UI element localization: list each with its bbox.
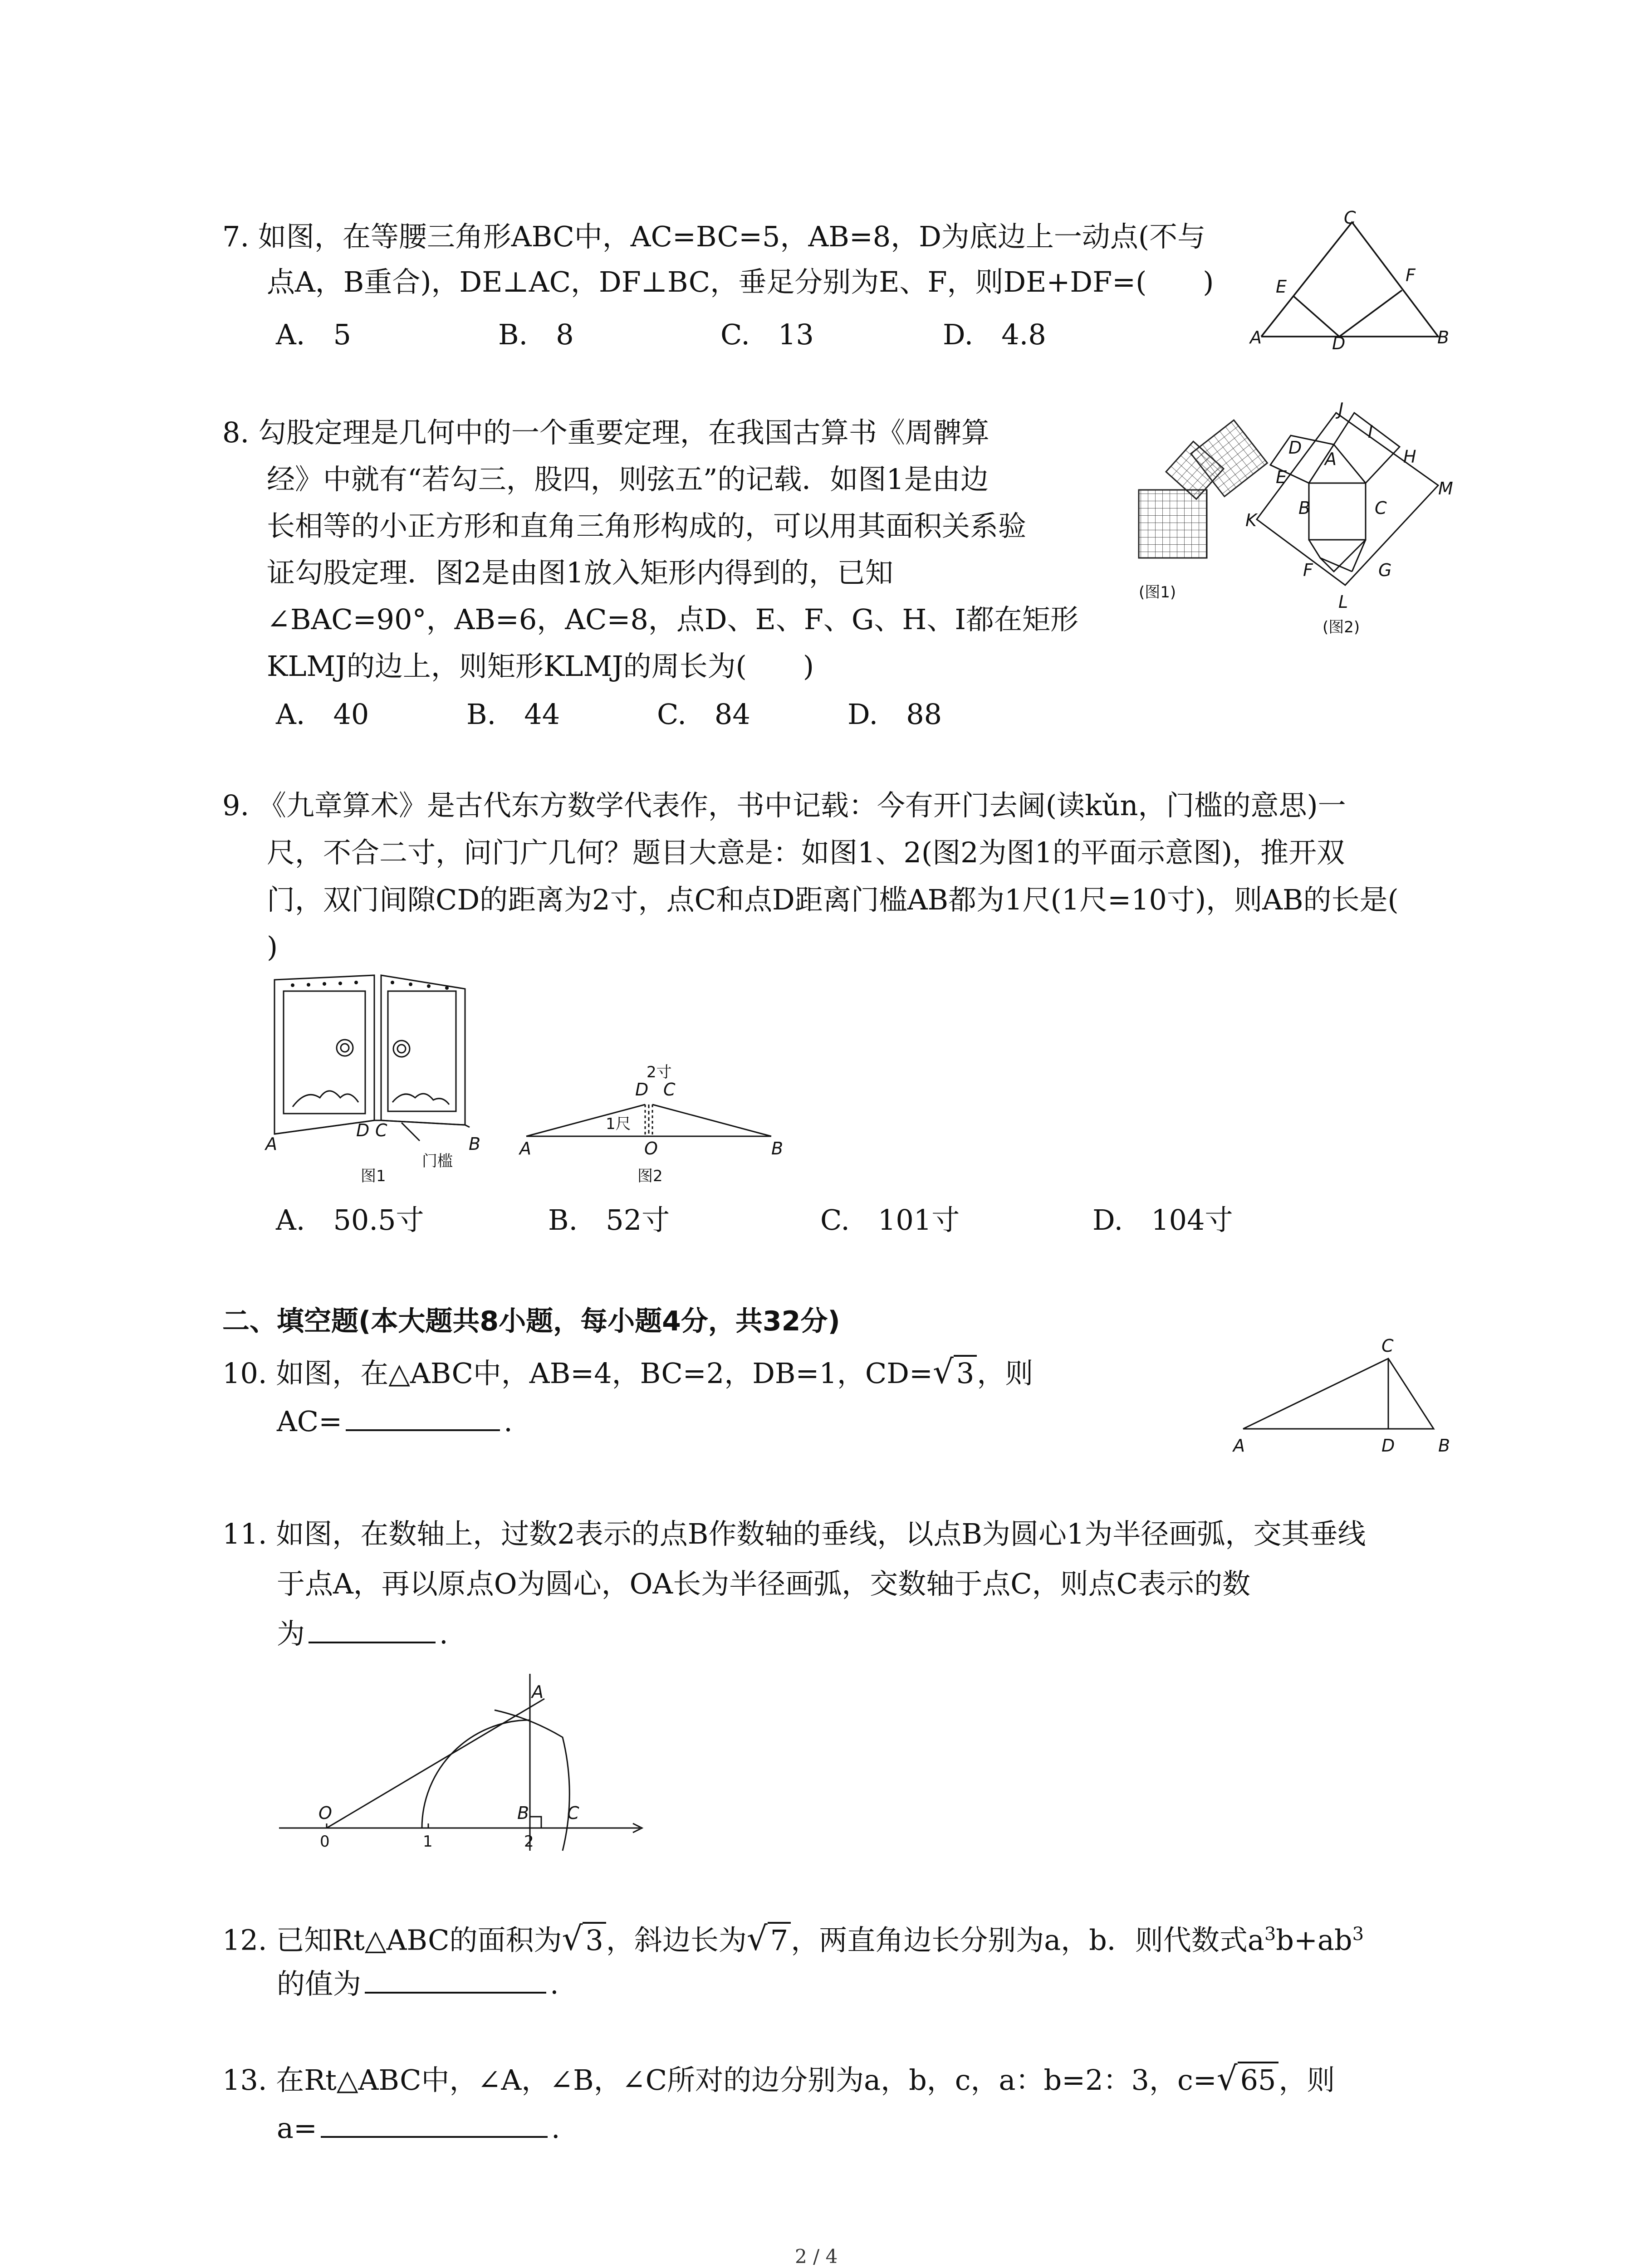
q10-line1-post: ，则: [977, 1357, 1034, 1390]
q8-line3: 长相等的小正方形和直角三角形构成的，可以用其面积关系验: [267, 509, 1027, 543]
q8-line4: 证勾股定理．图2是由图1放入矩形内得到的，已知: [267, 556, 893, 589]
q9-fig1-label-c: C: [375, 1120, 387, 1140]
q9-fig2-label-d: D: [635, 1080, 649, 1100]
q12-line2-post: .: [550, 1967, 559, 2000]
q8-line5: ∠BAC=90°，AB=6，AC=8，点D、E、F、G、H、I都在矩形: [267, 603, 1078, 636]
q8-label-b: B: [1298, 498, 1311, 518]
q12-sqrt-sign-1: √: [562, 1919, 583, 1958]
q12-line2: [277, 1960, 559, 2009]
q9-fig2-label-o: O: [644, 1139, 658, 1158]
q13-line2-post: .: [551, 2112, 560, 2145]
q8-figure2: [1243, 399, 1452, 612]
q7-label-d: D: [1332, 333, 1346, 353]
q12-radicand-1: 3: [583, 1922, 606, 1957]
q9-figure1-doors: [265, 971, 483, 1152]
q13-sqrt-sign: √: [1216, 2059, 1238, 2097]
q10-label-d: D: [1381, 1436, 1395, 1456]
q12-post: ，两直角边长分别为a，b．则代数式a: [791, 1923, 1264, 1957]
q7-option-d: D. 4.8: [943, 318, 1046, 351]
q10-radicand: 3: [954, 1355, 977, 1390]
q8-label-k: K: [1245, 510, 1257, 530]
q10-line1: [222, 1347, 1033, 1398]
q8-label-c: C: [1375, 498, 1387, 518]
q7-line1: 7. 如图，在等腰三角形ABC中，AC=BC=5，AB=8，D为底边上一动点(不与: [222, 220, 1206, 253]
q12-post2: b+ab: [1276, 1923, 1352, 1957]
q10-line2: [277, 1397, 513, 1446]
q8-label-a: A: [1325, 449, 1337, 469]
q8-line2: 经》中就有“若勾三，股四，则弦五”的记载．如图1是由边: [267, 463, 989, 496]
q9-threshold-label: 门槛: [422, 1152, 453, 1170]
q9-option-c: C. 101寸: [820, 1203, 960, 1237]
q11-line3-post: .: [439, 1617, 448, 1650]
q11-label-a: A: [532, 1682, 544, 1702]
q8-option-d: D. 88: [847, 698, 942, 731]
q8-label-m: M: [1438, 479, 1453, 499]
q11-tick-2: 2: [524, 1833, 534, 1851]
q9-fig2-caption: 图2: [637, 1167, 663, 1185]
q10-line2-pre: AC=: [277, 1405, 343, 1438]
q8-option-c: C. 84: [657, 698, 750, 731]
q11-line3: [277, 1609, 448, 1658]
q8-label-f: F: [1303, 560, 1313, 580]
q11-tick-1: 1: [423, 1833, 433, 1851]
q7-label-c: C: [1344, 208, 1356, 228]
q12-radicand-2: 7: [768, 1922, 791, 1957]
q8-label-g: G: [1378, 560, 1392, 580]
q10-line1-pre: 10. 如图，在△ABC中，AB=4，BC=2，DB=1，CD=: [222, 1357, 933, 1390]
q9-fig1-caption: 图1: [361, 1167, 386, 1185]
q11-figure: [272, 1656, 653, 1855]
q13-radicand: 65: [1238, 2062, 1279, 2097]
q9-fig1-label-d: D: [356, 1120, 370, 1140]
q11-tick-0: 0: [320, 1833, 330, 1851]
page-number: 2 / 4: [795, 2245, 838, 2268]
q11-label-o: O: [318, 1803, 332, 1823]
q10-sqrt-sign: √: [932, 1353, 954, 1391]
q9-label-2cun: 2寸: [647, 1063, 672, 1081]
q8-label-i: I: [1368, 422, 1373, 442]
q9-fig1-label-a: A: [265, 1134, 277, 1154]
q11-label-c: C: [567, 1803, 579, 1823]
q8-figure1: [1112, 435, 1252, 585]
q8-line1: 8. 勾股定理是几何中的一个重要定理，在我国古算书《周髀算: [222, 416, 989, 449]
q9-line1: 9. 《九章算术》是古代东方数学代表作，书中记载：今有开门去阃(读kǔn，门槛的意思)一: [222, 789, 1346, 822]
q8-label-l: L: [1338, 592, 1348, 612]
q9-fig2-label-b: B: [771, 1139, 784, 1158]
q8-line6: KLMJ的边上，则矩形KLMJ的周长为( ): [267, 650, 814, 683]
q12-line2-pre: 的值为: [277, 1967, 362, 2000]
q8-fig1-caption: (图1): [1139, 583, 1176, 601]
q7-option-b: B. 8: [498, 318, 574, 351]
q13-line2-pre: a=: [277, 2112, 317, 2145]
q10-label-c: C: [1381, 1336, 1394, 1356]
q10-label-a: A: [1233, 1436, 1245, 1456]
q7-label-a: A: [1250, 327, 1262, 347]
q11-line1: 11. 如图，在数轴上，过数2表示的点B作数轴的垂线，以点B为圆心1为半径画弧，交其垂线: [222, 1517, 1366, 1550]
q8-option-a: A. 40: [276, 698, 369, 731]
q9-line3: 门，双门间隙CD的距离为2寸，点C和点D距离门槛AB都为1尺(1尺=10寸)，则AB的长是(: [267, 883, 1399, 916]
q9-option-d: D. 104寸: [1092, 1203, 1233, 1237]
q9-fig2-label-a: A: [519, 1139, 531, 1158]
q13-pre: 13. 在Rt△ABC中，∠A，∠B，∠C所对的边分别为a，b，c，a：b=2：3，c=: [222, 2063, 1217, 2097]
q8-label-e: E: [1276, 467, 1287, 487]
q8-label-d: D: [1288, 438, 1302, 458]
q9-option-b: B. 52寸: [548, 1203, 670, 1237]
q9-line4: ): [267, 930, 278, 963]
q13-post: ，则: [1279, 2063, 1335, 2097]
q11-label-b: B: [517, 1803, 529, 1823]
q9-fig2-label-c: C: [663, 1080, 676, 1100]
q8-label-h: H: [1403, 447, 1416, 467]
q7-label-e: E: [1276, 277, 1287, 297]
q12-line1: [222, 1910, 1364, 1965]
q7-option-a: A. 5: [276, 318, 351, 351]
q13-line2: [277, 2104, 560, 2153]
q12-pre: 12. 已知Rt△ABC的面积为: [222, 1923, 562, 1957]
q13-answer-blank[interactable]: [321, 2110, 548, 2138]
q9-line2: 尺，不合二寸，问门广几何？题目大意是：如图1、2(图2为图1的平面示意图)，推开双: [267, 836, 1345, 869]
q8-label-j: J: [1338, 399, 1344, 419]
q11-line3-pre: 为: [277, 1617, 305, 1650]
q11-line2: 于点A，再以原点O为圆心，OA长为半径画弧，交数轴于点C，则点C表示的数: [277, 1567, 1251, 1600]
q10-figure: [1234, 1349, 1452, 1440]
q12-sup-2: 3: [1352, 1924, 1364, 1945]
q13-line1: [222, 2054, 1335, 2105]
q10-line2-post: .: [504, 1405, 513, 1438]
q8-option-b: B. 44: [466, 698, 560, 731]
q7-label-b: B: [1437, 327, 1450, 347]
q7-label-f: F: [1406, 265, 1416, 285]
q8-fig2-caption: (图2): [1323, 618, 1360, 636]
q12-answer-blank[interactable]: [365, 1965, 546, 1994]
q12-mid: ，斜边长为: [606, 1923, 747, 1957]
q12-sqrt-sign-2: √: [746, 1919, 768, 1958]
section2-title: 二、填空题(本大题共8小题，每小题4分，共32分): [222, 1305, 840, 1337]
q7-line2: 点A，B重合)，DE⊥AC，DF⊥BC，垂足分别为E、F，则DE+DF=( ): [267, 265, 1214, 298]
q10-answer-blank[interactable]: [346, 1403, 500, 1431]
q9-option-a: A. 50.5寸: [276, 1203, 424, 1237]
q11-answer-blank[interactable]: [309, 1615, 436, 1643]
q10-label-b: B: [1438, 1436, 1450, 1456]
q7-option-c: C. 13: [720, 318, 814, 351]
q9-label-1chi: 1尺: [606, 1115, 631, 1133]
q12-sup-1: 3: [1264, 1924, 1276, 1945]
q9-fig1-label-b: B: [469, 1134, 481, 1154]
